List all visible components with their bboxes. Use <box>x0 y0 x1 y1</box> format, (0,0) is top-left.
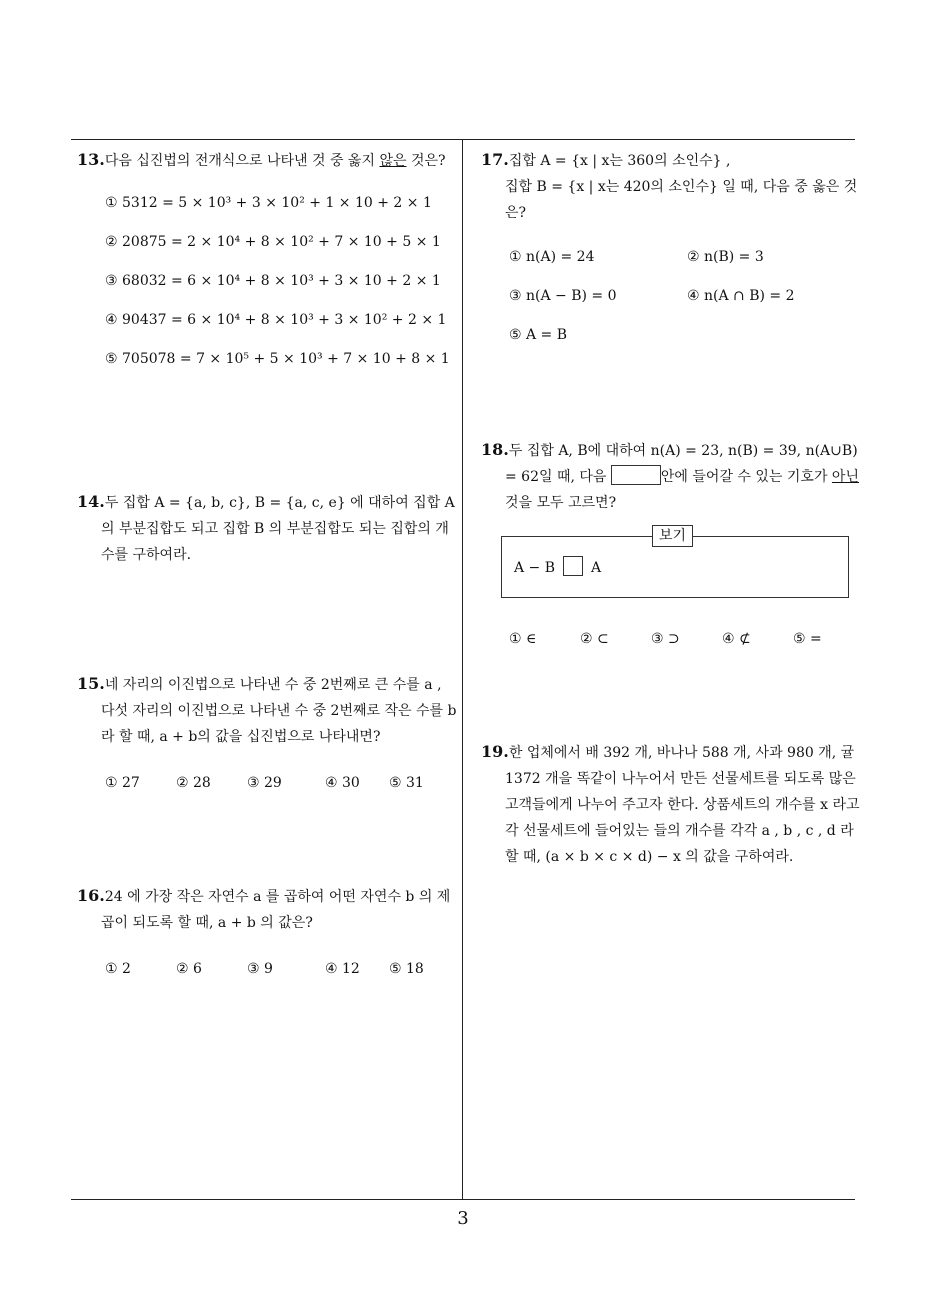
option-3[interactable]: ③ ⊃ <box>651 631 680 647</box>
option-1[interactable]: ① ∈ <box>509 631 537 647</box>
question-14 <box>77 489 457 568</box>
answer-blank-box <box>611 465 661 485</box>
question-14-number: 14. <box>77 492 105 511</box>
option-5[interactable]: ⑤ A = B <box>509 327 568 343</box>
question-18 <box>481 437 861 516</box>
question-17-options <box>481 238 861 355</box>
option-5[interactable]: ⑤ 31 <box>389 775 424 791</box>
question-19-text: 19.한 업체에서 배 392 개, 바나나 588 개, 사과 980 개, 귤 1372 개을 똑같이 나누어서 만든 선물세트를 되도록 많은 고객들에게 나누어 주고자 한다. 상품세트의 개수를 x 라고 각 선물세트에 들어있는 들의 개수를 각각 a , b , c , d 라 할 때, (a × b × c × d) − x 의 값을 구하여라. <box>481 742 860 865</box>
option-4[interactable]: ④ ⊄ <box>722 631 751 647</box>
example-box-title: 보기 <box>652 525 693 547</box>
symbol-blank-box <box>563 556 583 576</box>
option-3[interactable]: ③ n(A − B) = 0 <box>509 288 617 304</box>
bottom-rule <box>71 1199 855 1200</box>
option-2[interactable]: ② 6 <box>176 961 202 977</box>
question-13 <box>77 147 457 379</box>
option-4[interactable]: ④ n(A ∩ B) = 2 <box>687 288 795 304</box>
question-14-text: 14.두 집합 A = {a, b, c}, B = {a, c, e} 에 대하여 집합 A 의 부분집합도 되고 집합 B 의 부분집합도 되는 집합의 개수를 구하여라. <box>77 492 455 563</box>
question-19 <box>481 739 861 870</box>
question-15 <box>77 671 457 803</box>
option-2[interactable]: ② n(B) = 3 <box>687 249 764 265</box>
option-2[interactable]: ② 28 <box>176 775 211 791</box>
option-1[interactable]: ① n(A) = 24 <box>509 249 595 265</box>
question-16-text: 16.24 에 가장 작은 자연수 a 를 곱하여 어떤 자연수 b 의 제곱이 되도록 할 때, a + b 의 값은? <box>77 886 451 931</box>
question-18-text: 18.두 집합 A, B에 대하여 n(A) = 23, n(B) = 39, n(A∪B) = 62일 때, 다음 안에 들어갈 수 있는 기호가 아닌 것을 모두 고르면? <box>481 440 859 511</box>
option-1[interactable]: ① 27 <box>105 775 140 791</box>
question-13-options <box>77 184 457 379</box>
option-3[interactable]: ③ 68032 = 6 × 10⁴ + 8 × 10³ + 3 × 10 + 2 × 1 <box>105 273 441 289</box>
column-divider <box>462 139 463 1200</box>
page-number: 3 <box>457 1208 469 1229</box>
question-17-text: 17.집합 A = {x | x는 360의 소인수} , 집합 B = {x | x는 420의 소인수} 일 때, 다음 중 옳은 것은? <box>481 150 858 221</box>
option-4[interactable]: ④ 90437 = 6 × 10⁴ + 8 × 10³ + 3 × 10² + 2 × 1 <box>105 312 447 328</box>
question-16 <box>77 883 457 989</box>
question-18-options <box>481 620 861 659</box>
question-15-options <box>105 764 457 803</box>
question-16-options <box>105 950 457 989</box>
option-5[interactable]: ⑤ 705078 = 7 × 10⁵ + 5 × 10³ + 7 × 10 + 8 × 1 <box>105 351 450 367</box>
question-15-text: 15.네 자리의 이진법으로 나타낸 수 중 2번째로 큰 수를 a , 다섯 자리의 이진법으로 나타낸 수 중 2번째로 작은 수를 b라 할 때, a + b의 값을 십진법으로 나타내면? <box>77 674 457 745</box>
question-18-number: 18. <box>481 440 509 459</box>
example-expression: A − B A <box>514 556 601 576</box>
option-4[interactable]: ④ 12 <box>325 961 360 977</box>
top-rule <box>71 139 855 140</box>
question-13-text: 13.다음 십진법의 전개식으로 나타낸 것 중 옳지 않은 것은? <box>77 150 446 169</box>
question-15-number: 15. <box>77 674 105 693</box>
question-17 <box>481 147 861 355</box>
question-13-number: 13. <box>77 150 105 169</box>
option-2[interactable]: ② ⊂ <box>580 631 609 647</box>
option-3[interactable]: ③ 9 <box>247 961 273 977</box>
option-5[interactable]: ⑤ 18 <box>389 961 424 977</box>
option-2[interactable]: ② 20875 = 2 × 10⁴ + 8 × 10² + 7 × 10 + 5 × 1 <box>105 234 441 250</box>
option-1[interactable]: ① 2 <box>105 961 131 977</box>
question-19-number: 19. <box>481 742 509 761</box>
question-17-number: 17. <box>481 150 509 169</box>
option-5[interactable]: ⑤ = <box>793 631 822 647</box>
question-16-number: 16. <box>77 886 105 905</box>
option-4[interactable]: ④ 30 <box>325 775 360 791</box>
option-1[interactable]: ① 5312 = 5 × 10³ + 3 × 10² + 1 × 10 + 2 × 1 <box>105 195 432 211</box>
option-3[interactable]: ③ 29 <box>247 775 282 791</box>
